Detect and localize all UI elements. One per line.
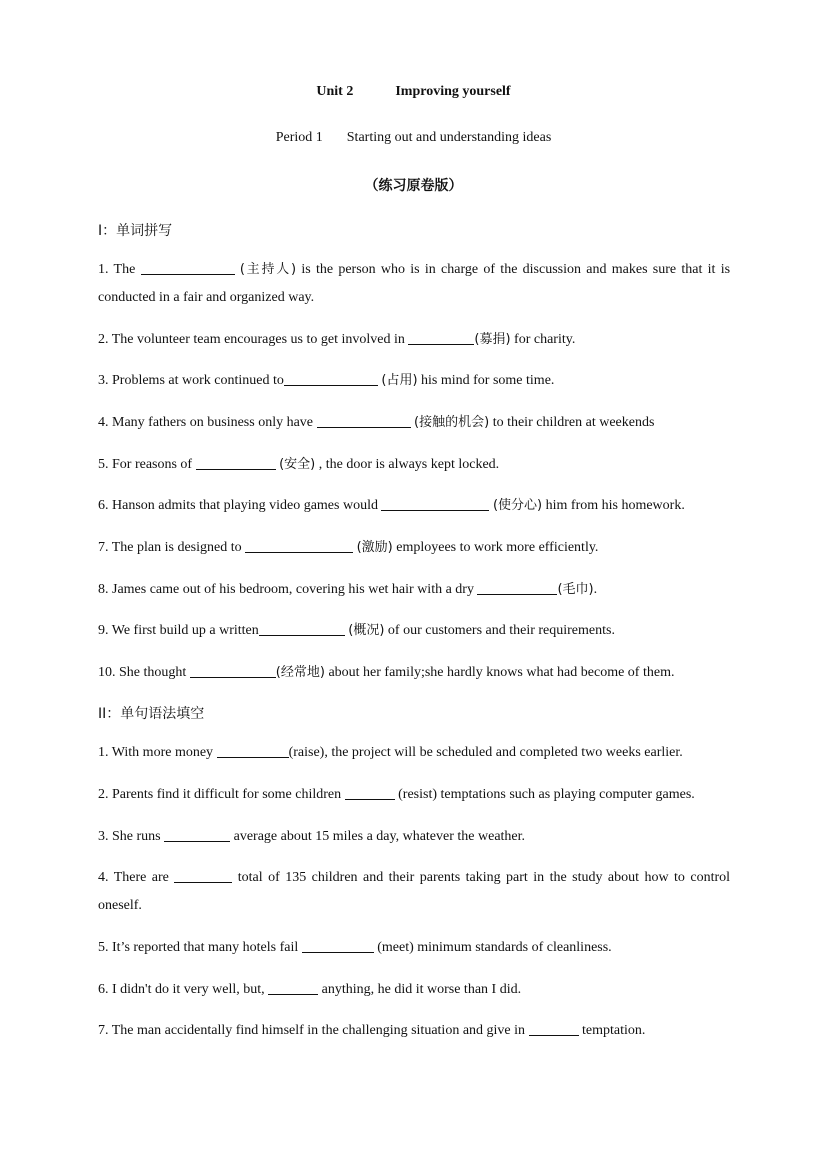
question-grammar-2: 2. Parents find it difficult for some children (resist) temptations such as playing computer games.	[98, 787, 695, 802]
question-spelling-8: 8. James came out of his bedroom, covering his wet hair with a dry (毛巾).	[98, 582, 598, 597]
answer-blank[interactable]	[196, 455, 276, 470]
answer-blank[interactable]	[317, 413, 411, 428]
answer-blank[interactable]	[268, 980, 318, 995]
question-grammar-7: 7. The man accidentally find himself in the challenging situation and give in temptation.	[98, 1023, 646, 1038]
answer-blank[interactable]	[174, 868, 232, 883]
question-grammar-4: 4. There are total of 135 children and their parents taking part in the study about how to control oneself.	[98, 870, 731, 913]
question-spelling-1: 1. The (主持人) is the person who is in charge of the discussion and makes sure that it is conducted in a fair and organized way.	[98, 262, 731, 305]
question-spelling-7: 7. The plan is designed to (激励) employees to work more efficiently.	[98, 540, 599, 555]
question-grammar-6: 6. I didn't do it very well, but, anything, he did it worse than I did.	[98, 982, 522, 997]
section-heading-spelling: I：单词拼写	[98, 223, 173, 239]
answer-blank[interactable]	[164, 827, 230, 842]
page-title	[0, 84, 827, 100]
answer-blank[interactable]	[284, 371, 378, 386]
question-grammar-1: 1. With more money (raise), the project will be scheduled and completed two weeks earlier.	[98, 745, 683, 760]
question-spelling-9: 9. We first build up a written (概况) of our customers and their requirements.	[98, 623, 615, 638]
section-heading-grammar: II：单句语法填空	[98, 706, 205, 722]
answer-blank[interactable]	[245, 538, 353, 553]
unit-title: Improving yourself	[395, 84, 511, 99]
period-label: Period 1	[275, 130, 323, 145]
answer-blank[interactable]	[302, 938, 374, 953]
answer-blank[interactable]	[477, 580, 557, 595]
question-spelling-10: 10. She thought (经常地) about her family;she hardly knows what had become of them.	[98, 665, 675, 680]
question-grammar-5: 5. It’s reported that many hotels fail (meet) minimum standards of cleanliness.	[98, 940, 612, 955]
answer-blank[interactable]	[345, 785, 395, 800]
unit-label: Unit 2	[316, 84, 354, 99]
answer-blank[interactable]	[381, 496, 489, 511]
question-spelling-3: 3. Problems at work continued to (占用) his mind for some time.	[98, 373, 555, 388]
question-spelling-2: 2. The volunteer team encourages us to get involved in (募捐) for charity.	[98, 332, 576, 347]
question-grammar-3: 3. She runs average about 15 miles a day, whatever the weather.	[98, 829, 526, 844]
answer-blank[interactable]	[190, 663, 276, 678]
answer-blank[interactable]	[141, 260, 235, 275]
answer-blank[interactable]	[529, 1021, 579, 1036]
period-subtitle	[0, 130, 827, 146]
answer-blank[interactable]	[408, 330, 474, 345]
answer-blank[interactable]	[217, 743, 289, 758]
question-spelling-6: 6. Hanson admits that playing video games would (使分心) him from his homework.	[98, 498, 685, 513]
question-spelling-4: 4. Many fathers on business only have (接触的机会) to their children at weekends	[98, 415, 655, 430]
answer-blank[interactable]	[259, 621, 345, 636]
edition-label: （练习原卷版）	[364, 178, 463, 194]
question-spelling-5: 5. For reasons of (安全) , the door is always kept locked.	[98, 457, 500, 472]
period-title: Starting out and understanding ideas	[346, 130, 552, 145]
